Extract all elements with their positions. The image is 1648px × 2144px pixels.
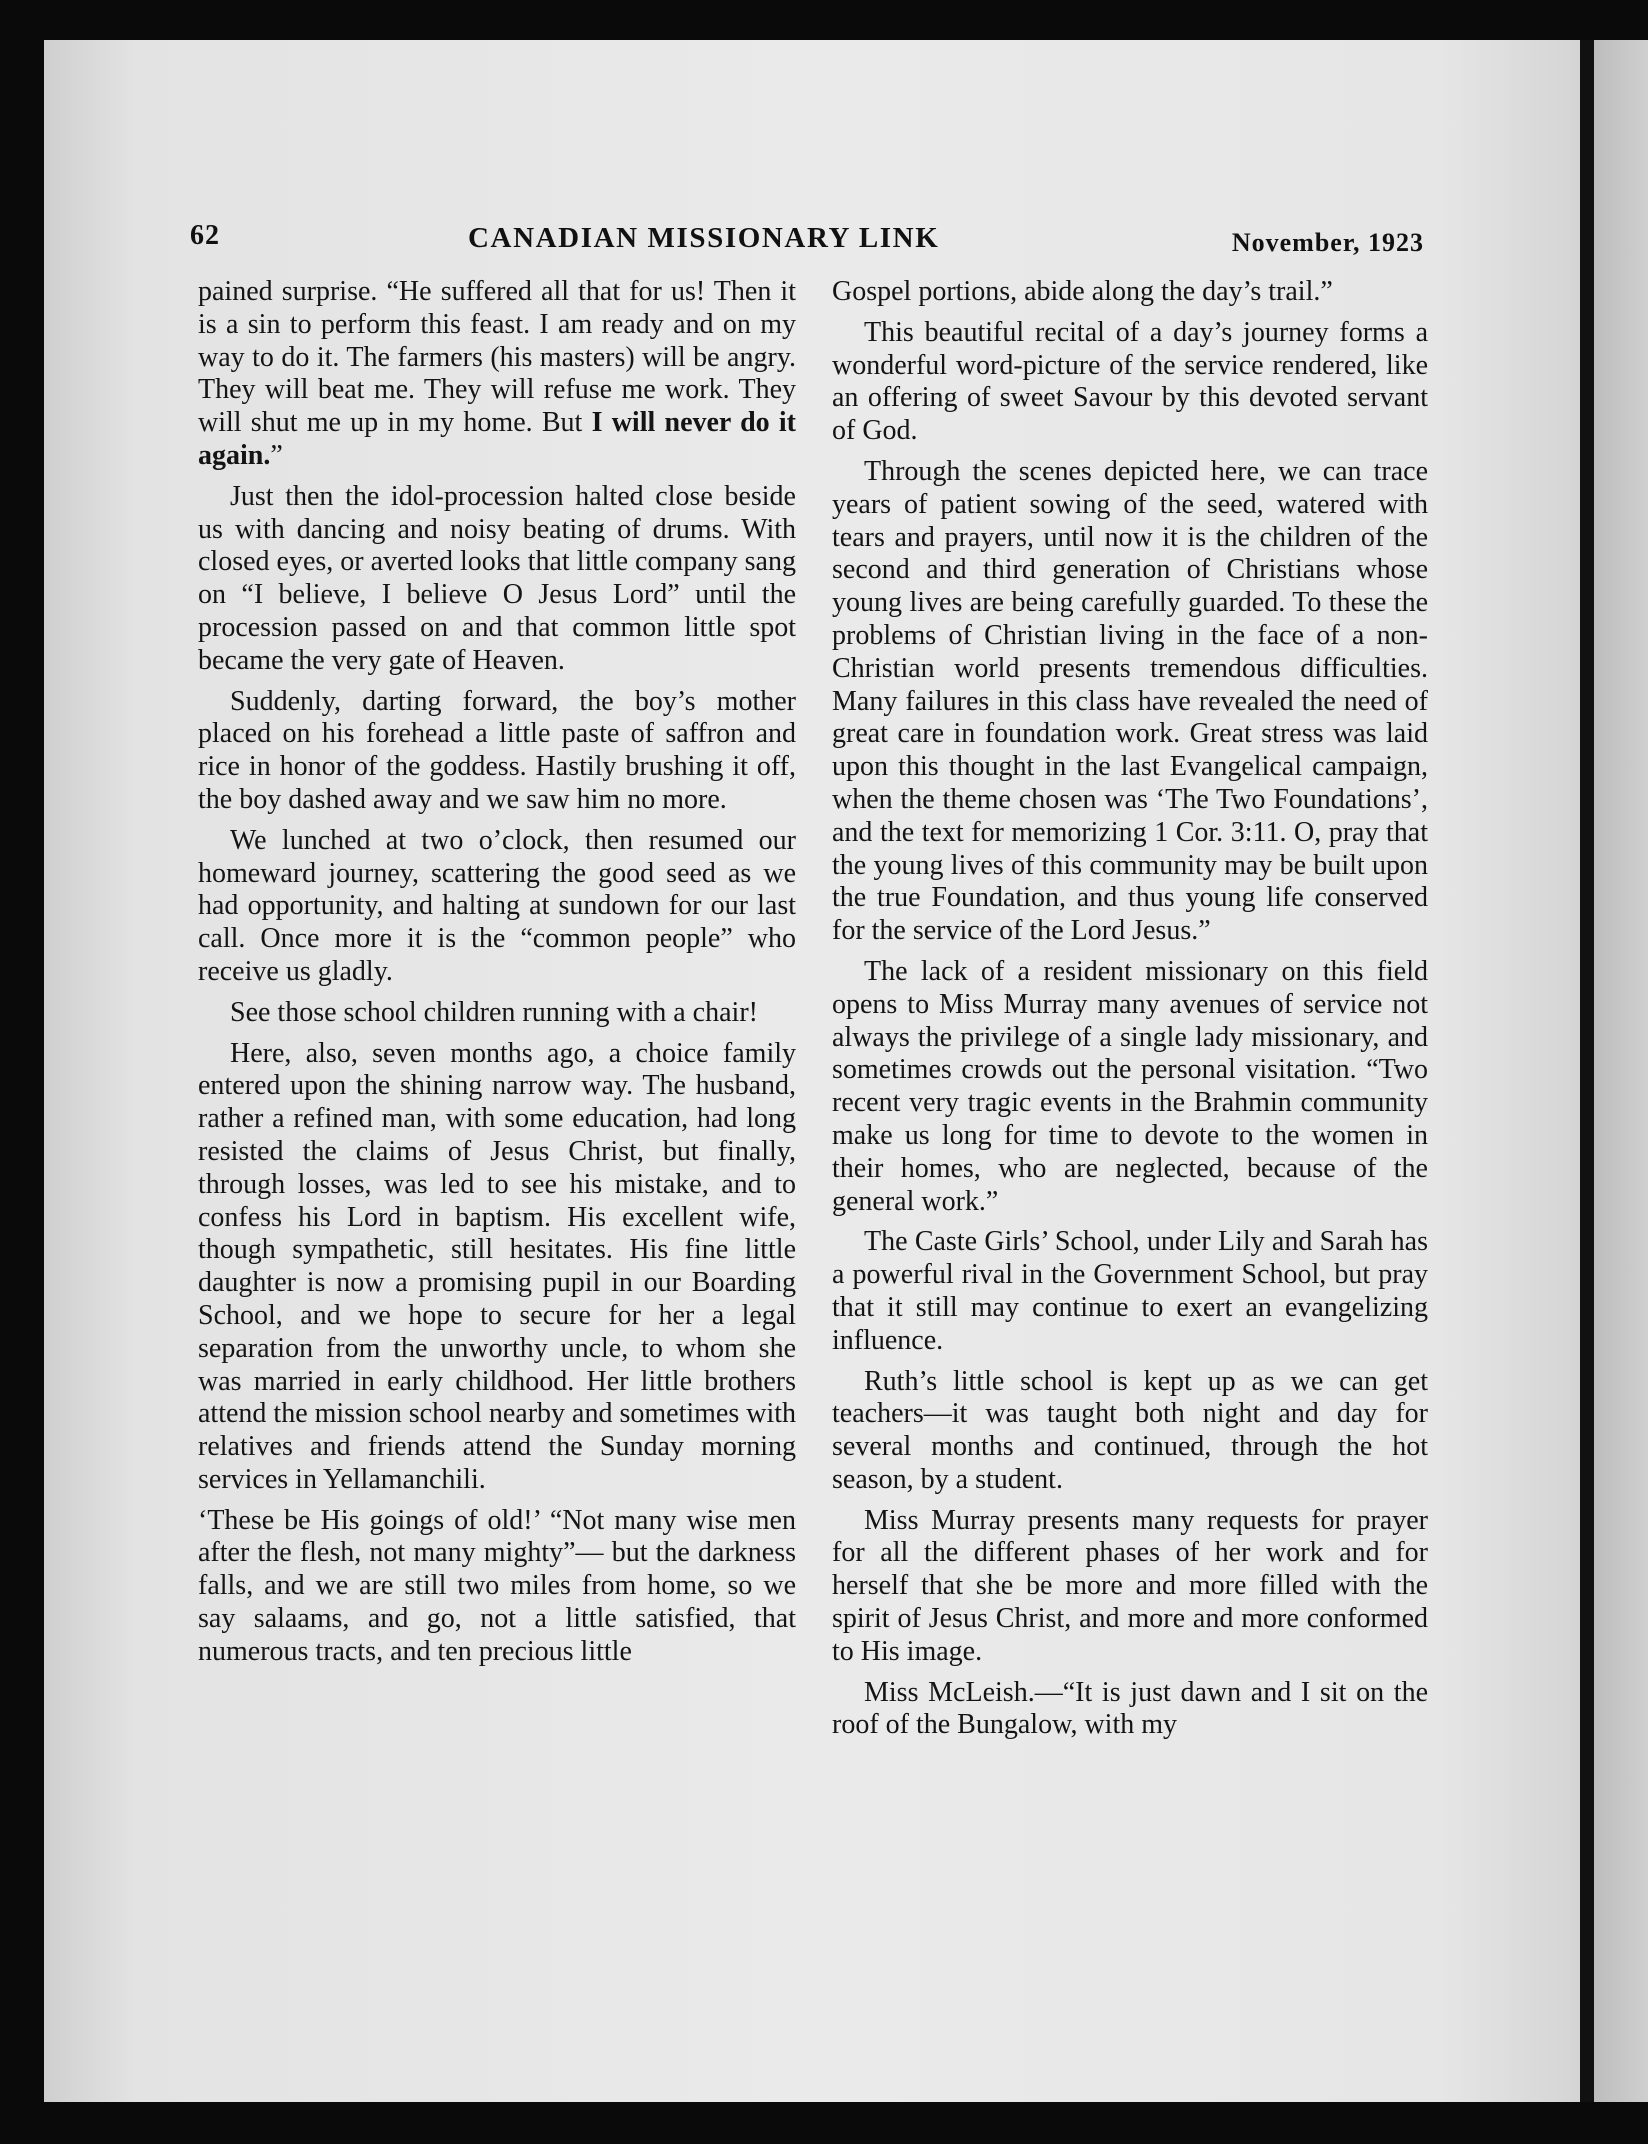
paragraph: Just then the idol-procession halted close beside us with dancing and noisy beating of drums. With closed eyes, or averted looks that little company sang on “I believe, I believe O Jesus Lord” until the procession passed on and that common little spot became the very gate of Heaven. bbox=[198, 480, 796, 676]
facing-page-edge bbox=[1594, 40, 1648, 2102]
paragraph: We lunched at two o’clock, then resumed our homeward journey, scattering the good seed as we had opportunity, and halting at sundown for our last call. Once more it is the “common people” who receive us gladly. bbox=[198, 824, 796, 987]
paragraph: The Caste Girls’ School, under Lily and Sarah has a powerful rival in the Government School, but pray that it still may continue to exert an evangelizing influence. bbox=[832, 1226, 1428, 1356]
paragraph: See those school children running with a chair! bbox=[230, 996, 758, 1028]
running-head bbox=[148, 180, 1424, 257]
paragraph: ‘These be His goings of old!’ “Not many wise men after the flesh, not many mighty”— but the darkness falls, and we are still two miles from home, so we say salaams, and go, not a little satisfied, that numerous tracts, and ten precious little bbox=[198, 1504, 796, 1667]
closing-quote: ” bbox=[270, 439, 283, 471]
paragraph bbox=[198, 276, 796, 473]
paragraph: Here, also, seven months ago, a choice family entered upon the shining narrow way. The husband, rather a refined man, with some education, had long resisted the claims of Jesus Christ, but finally, through losses, was led to see his mistake, and to confess his Lord in baptism. His excellent wife, though sympathetic, still hesitates. His fine little daughter is now a promising pupil in our Boarding School, and we hope to secure for her a legal separation from the unworthy uncle, to whom she was married in early childhood. Her little brothers attend the mission school nearby and sometimes with relatives and friends attend the Sunday morning services in Yellamanchili. bbox=[198, 1037, 797, 1495]
issue-date: November, 1923 bbox=[1231, 228, 1424, 257]
journal-title: CANADIAN MISSIONARY LINK bbox=[468, 222, 940, 254]
left-column bbox=[198, 276, 796, 1677]
paragraph: This beautiful recital of a day’s journey forms a wonderful word-picture of the service rendered, like an offering of sweet Savour by this devoted servant of God. bbox=[832, 316, 1428, 447]
paragraph: Suddenly, darting forward, the boy’s mother placed on his forehead a little paste of saffron and rice in honor of the goddess. Hastily brushing it off, the boy dashed away and we saw him no more. bbox=[198, 685, 796, 815]
page-number: 62 bbox=[190, 220, 220, 251]
right-column bbox=[832, 276, 1428, 1750]
emphasis-text: I will never do it again. bbox=[198, 407, 796, 471]
paragraph: Gospel portions, abide along the day’s trail.” bbox=[832, 276, 1333, 307]
paragraph: Miss Murray presents many requests for prayer for all the different phases of her work and for herself that she be more and more filled with the spirit of Jesus Christ, and more and more conformed to His image. bbox=[832, 1504, 1428, 1667]
paragraph: Ruth’s little school is kept up as we can get teachers—it was taught both night and day for several months and continued, through the hot season, by a student. bbox=[832, 1365, 1428, 1495]
paragraph: Through the scenes depicted here, we can trace years of patient sowing of the seed, watered with tears and prayers, until now it is the children of the second and third generation of Christians whose young lives are being carefully guarded. To these the problems of Christian living in the face of a non-Christian world presents tremendous difficulties. Many failures in this class have revealed the need of great care in foundation work. Great stress was laid upon this thought in the last Evangelical campaign, when the theme chosen was ‘The Two Foundations’, and the text for memorizing 1 Cor. 3:11. O, pray that the young lives of this community may be built upon the true Foundation, and thus young life conserved for the service of the Lord Jesus.” bbox=[832, 455, 1428, 947]
paragraph: Miss McLeish.—“It is just dawn and I sit on the roof of the Bungalow, with my bbox=[832, 1676, 1428, 1741]
binding-shadow bbox=[1580, 40, 1594, 2102]
paragraph: The lack of a resident missionary on this field opens to Miss Murray many avenues of service not always the privilege of a single lady missionary, and sometimes crowds out the personal visitation. “Two recent very tragic events in the Brahmin community make us long for time to devote to the women in their homes, who are neglected, because of the general work.” bbox=[832, 955, 1428, 1217]
paragraph-text: pained surprise. “He suffered all that for us! Then it is a sin to perform this feast. I am ready and on my way to do it. The farmers (his masters) will be angry. They will beat me. They will refuse me work. They will shut me up in my home. But bbox=[198, 276, 796, 439]
